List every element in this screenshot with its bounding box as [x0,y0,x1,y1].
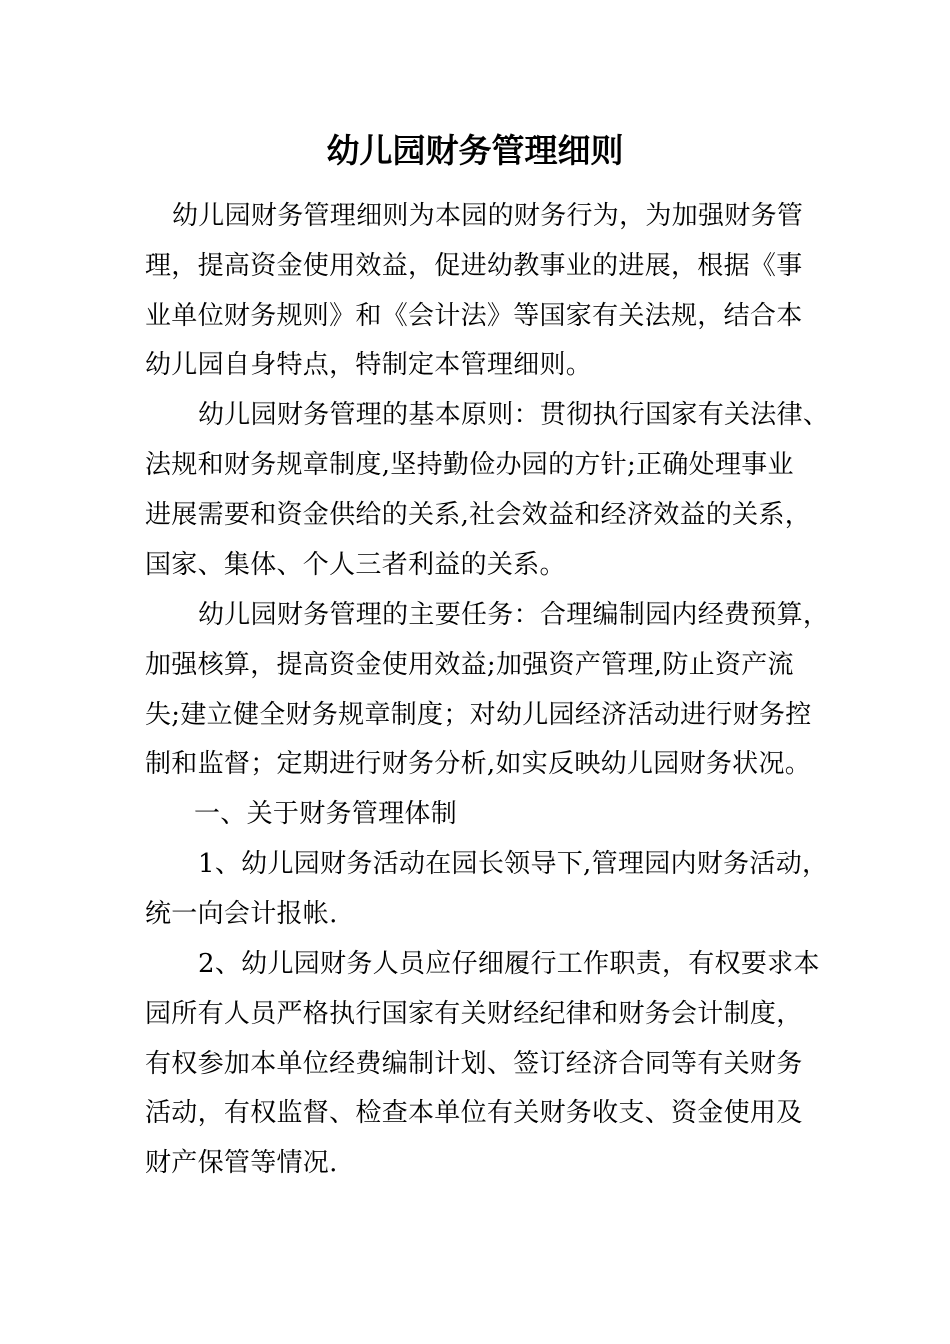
paragraph-line: 财产保管等情况. [145,1148,338,1178]
paragraph-line: 2、幼儿园财务人员应仔细履行工作职责，有权要求本 [198,949,820,979]
paragraph-line: 制和监督；定期进行财务分析,如实反映幼儿园财务状况。 [145,749,812,779]
section-heading: 一、关于财务管理体制 [194,799,458,829]
paragraph-line: 失;建立健全财务规章制度；对幼儿园经济活动进行财务控 [145,700,812,730]
paragraph-line: 幼儿园财务管理的主要任务：合理编制园内经费预算， [198,600,830,630]
paragraph-line: 法规和财务规章制度,坚持勤俭办园的方针;正确处理事业 [145,450,794,480]
paragraph-line: 统一向会计报帐. [145,899,338,929]
paragraph-line: 活动，有权监督、检查本单位有关财务收支、资金使用及 [145,1098,803,1128]
document-title: 幼儿园财务管理细则 [326,131,624,170]
paragraph-line: 有权参加本单位经费编制计划、签订经济合同等有关财务 [145,1049,803,1079]
paragraph-line: 幼儿园财务管理细则为本园的财务行为，为加强财务管 [172,201,804,231]
paragraph-line: 1、幼儿园财务活动在园长领导下,管理园内财务活动， [198,849,829,879]
paragraph-line: 进展需要和资金供给的关系,社会效益和经济效益的关系， [145,500,812,530]
paragraph-line: 幼儿园财务管理的基本原则：贯彻执行国家有关法律、 [198,400,830,430]
paragraph-line: 业单位财务规则》和《会计法》等国家有关法规，结合本 [145,301,803,331]
paragraph-line: 幼儿园自身特点，特制定本管理细则。 [145,350,593,380]
paragraph-line: 国家、集体、个人三者利益的关系。 [145,550,566,580]
paragraph-line: 园所有人员严格执行国家有关财经纪律和财务会计制度， [145,999,803,1029]
paragraph-line: 理，提高资金使用效益，促进幼教事业的进展，根据《事 [145,251,803,281]
paragraph-line: 加强核算，提高资金使用效益;加强资产管理,防止资产流 [145,650,794,680]
